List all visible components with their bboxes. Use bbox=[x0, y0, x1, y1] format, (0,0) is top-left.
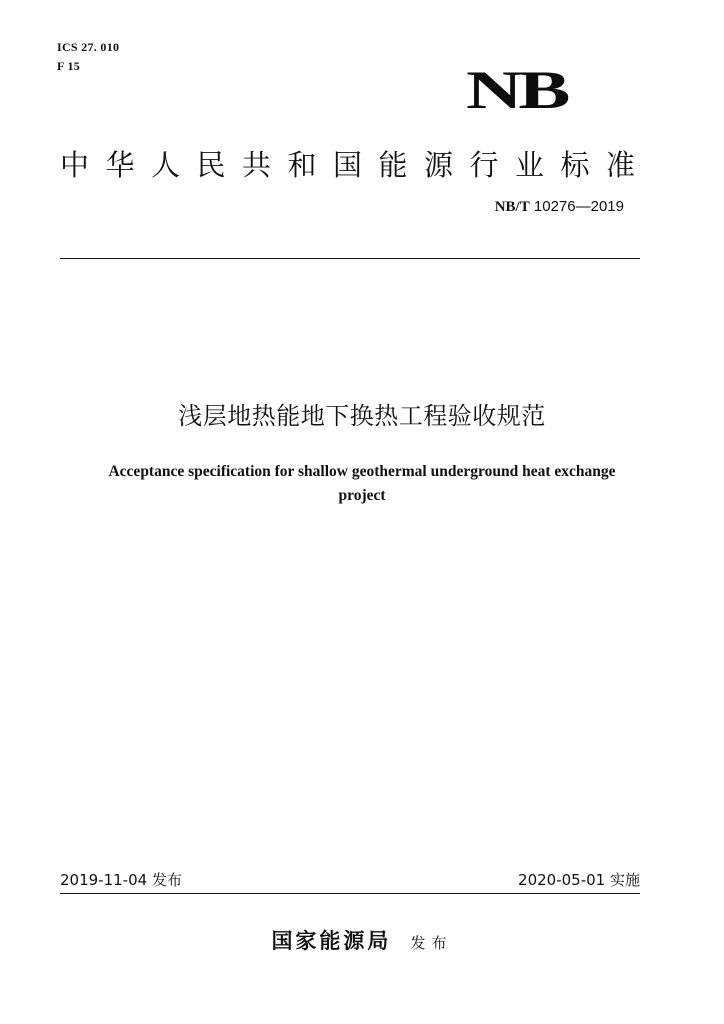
implementation-date: 2020-05-01 实施 bbox=[518, 871, 640, 889]
standard-number-prefix: NB/T bbox=[494, 199, 530, 215]
ccs-code: F 15 bbox=[57, 59, 81, 73]
standard-number bbox=[495, 198, 624, 216]
publisher-action: 发布 bbox=[410, 934, 453, 952]
ics-code: ICS 27. 010 bbox=[57, 40, 120, 54]
nb-logo: NB bbox=[466, 60, 567, 120]
title-chinese: 浅层地热能地下换热工程验收规范 bbox=[178, 402, 546, 430]
publisher-line bbox=[0, 925, 724, 955]
standard-number-value: 10276—2019 bbox=[533, 198, 624, 215]
standard-type-heading: 中华人民共和国能源行业标准 bbox=[60, 148, 652, 182]
publisher-name: 国家能源局 bbox=[271, 929, 392, 953]
title-english: Acceptance specification for shallow geothermal underground heat exchange project bbox=[108, 463, 616, 504]
issue-date: 2019-11-04 发布 bbox=[60, 871, 182, 889]
bottom-divider bbox=[60, 893, 640, 894]
top-divider bbox=[60, 258, 640, 259]
